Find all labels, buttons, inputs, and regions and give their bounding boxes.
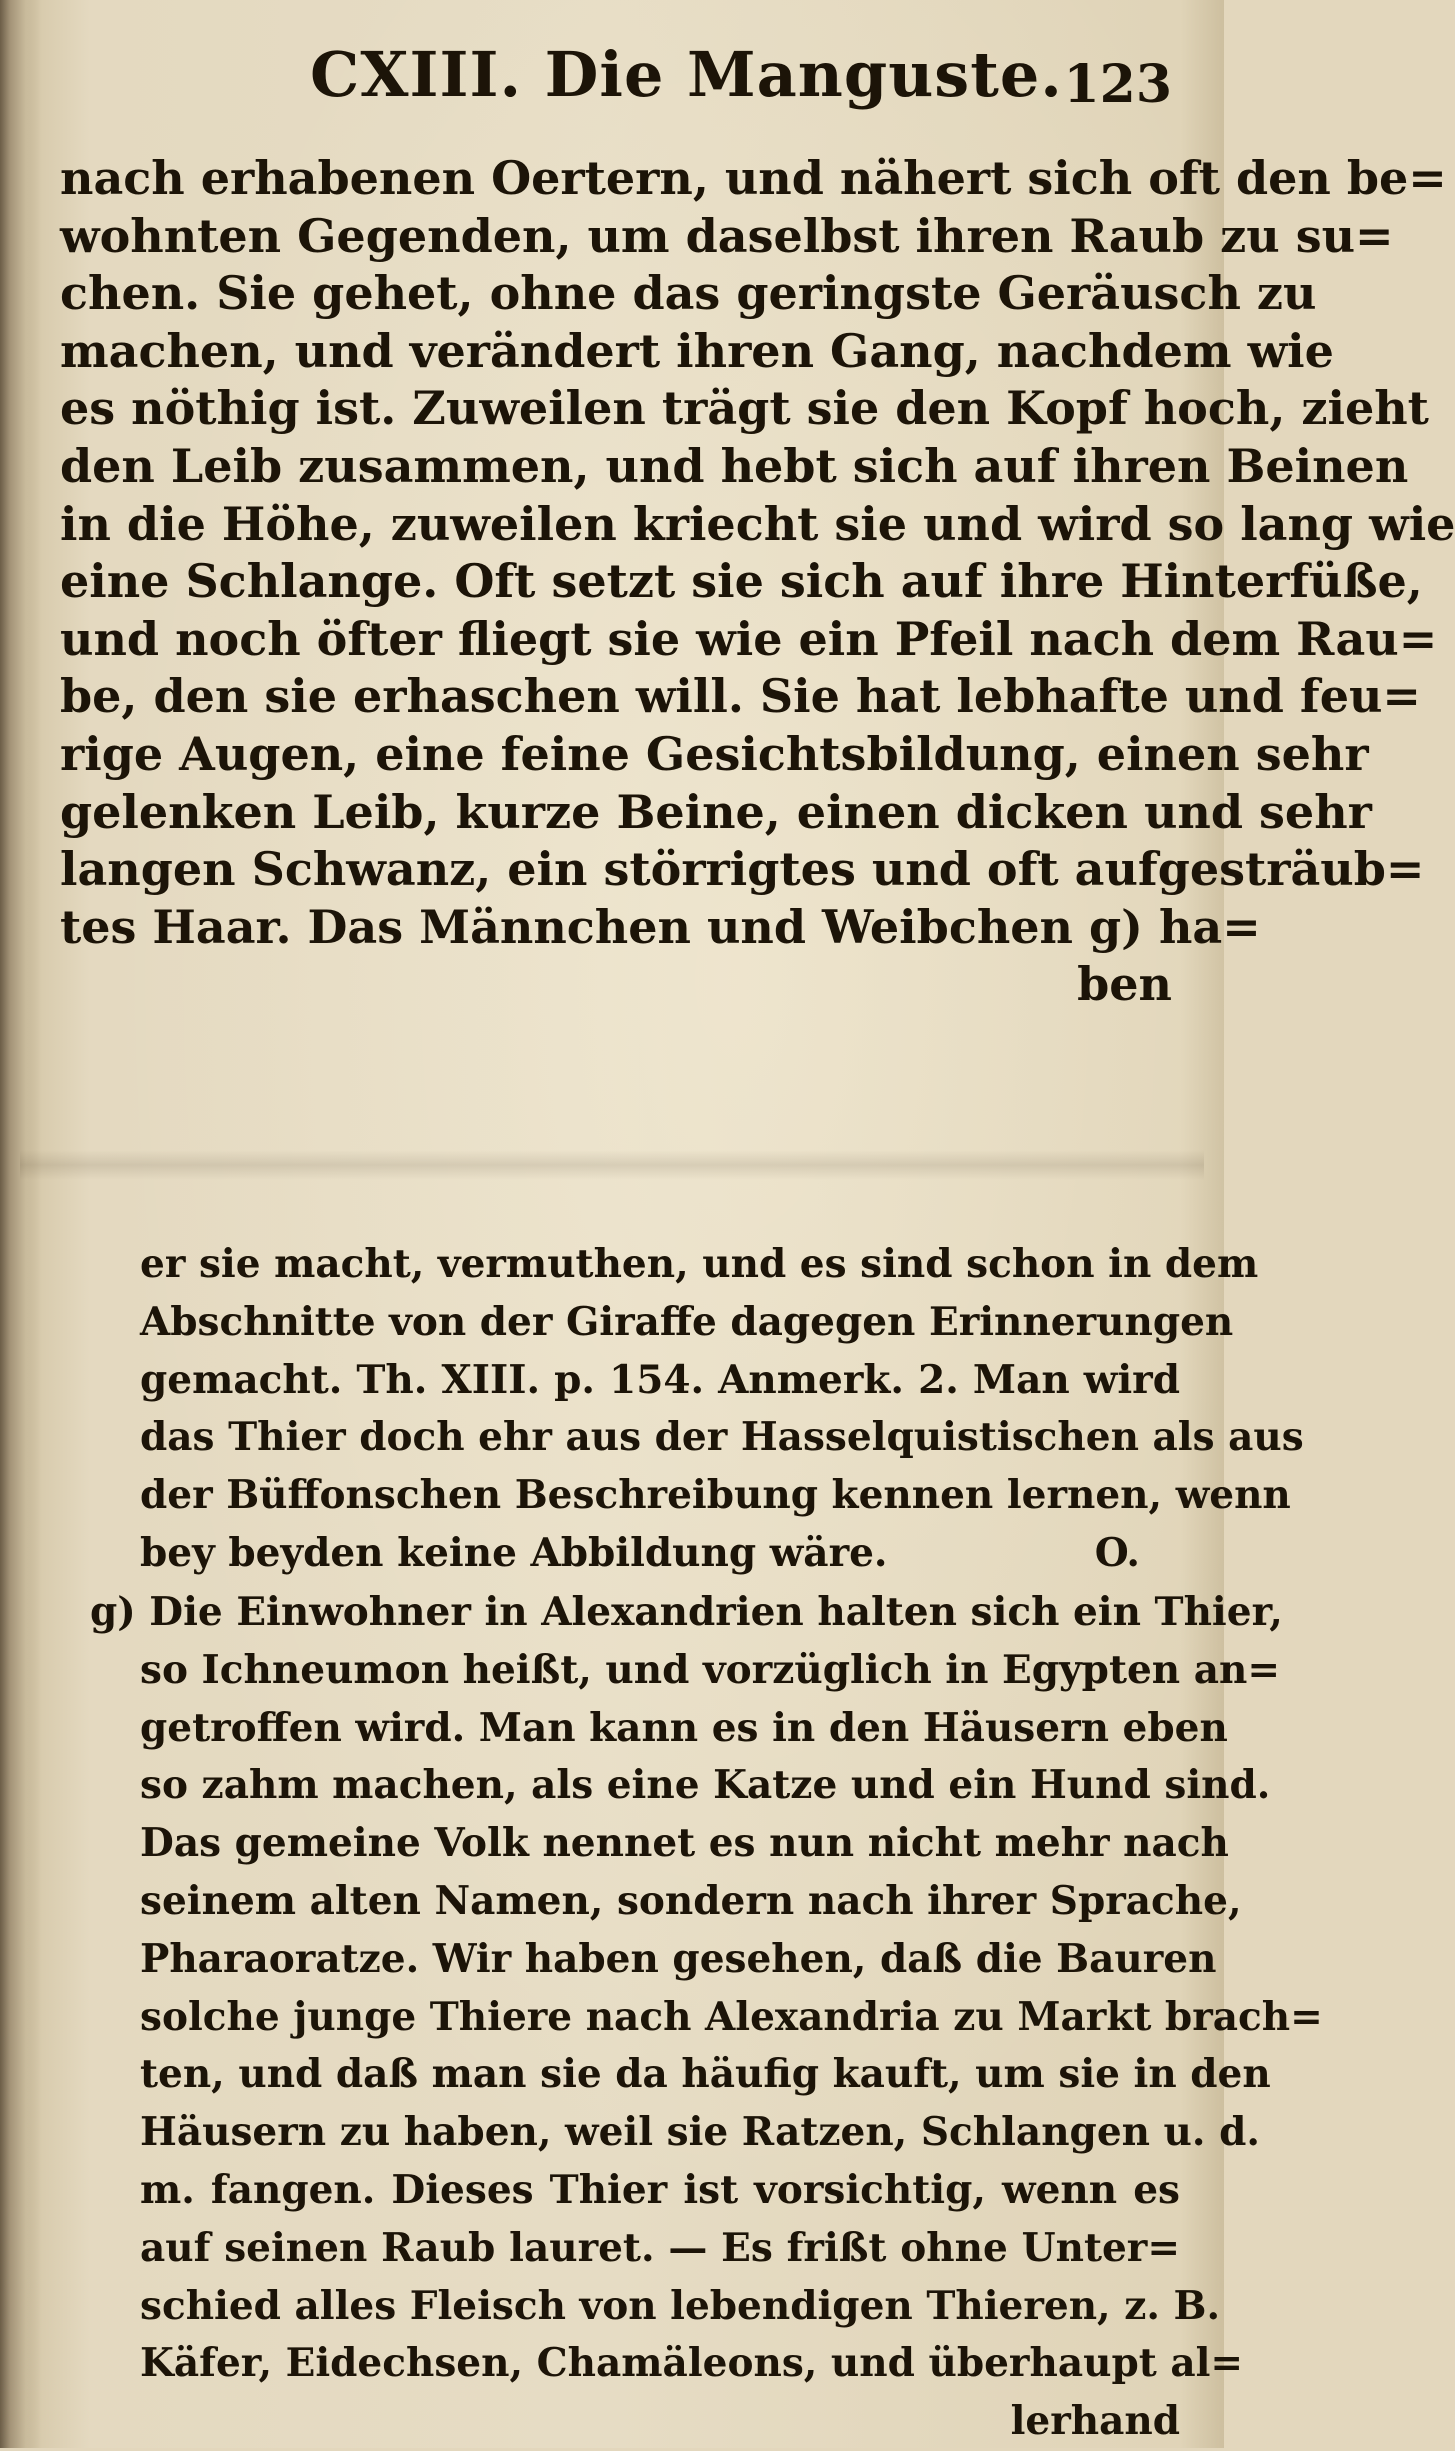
text-line: chen. Sie gehet, ohne das geringste Geräusch zu — [60, 266, 1317, 321]
text-line: es nöthig ist. Zuweilen trägt sie den Kopf hoch, zieht — [60, 381, 1429, 436]
footnote-line-text: bey beyden keine Abbildung wäre. — [140, 1529, 888, 1576]
footnote-g — [90, 1584, 1323, 2451]
running-head: CXIII. Die Manguste. — [310, 38, 1063, 111]
footnote-line: schied alles Fleisch von lebendigen Thieren, z. B. — [140, 2282, 1221, 2329]
footnote-line: gemacht. Th. XIII. p. 154. Anmerk. 2. Man wird — [140, 1356, 1180, 1403]
footnote-line: getroffen wird. Man kann es in den Häusern eben — [140, 1704, 1228, 1751]
footnote-line: m. fangen. Dieses Thier ist vorsichtig, wenn es — [140, 2166, 1180, 2213]
text-line: den Leib zusammen, und hebt sich auf ihren Beinen — [60, 438, 1409, 493]
text-line: be, den sie erhaschen will. Sie hat lebhafte und feu= — [60, 669, 1421, 724]
footnote-line: er sie macht, vermuthen, und es sind schon in dem — [140, 1241, 1259, 1287]
footnote-line: seinem alten Namen, sondern nach ihrer Sprache, — [140, 1877, 1242, 1924]
text-line: rige Augen, eine feine Gesichtsbildung, einen sehr — [60, 726, 1369, 781]
section-divider — [20, 1150, 1204, 1180]
text-line: gelenken Leib, kurze Beine, einen dicken und sehr — [60, 784, 1372, 839]
text-line: und noch öfter fliegt sie wie ein Pfeil nach dem Rau= — [60, 611, 1438, 666]
text-line: in die Höhe, zuweilen kriecht sie und wird so lang wie — [60, 496, 1455, 551]
footnote-line: Das gemeine Volk nennet es nun nicht mehr nach — [140, 1820, 1229, 1867]
page-gutter — [0, 0, 42, 2448]
footnote-signature: O. — [1094, 1529, 1140, 1576]
footnote-line: Abschnitte von der Giraffe dagegen Erinnerungen — [140, 1298, 1234, 1345]
footnote-line: Pharaoratze. Wir haben gesehen, daß die Bauren — [140, 1935, 1217, 1982]
footnote-line: das Thier doch ehr aus der Hasselquistischen als aus — [140, 1414, 1304, 1461]
footnote-last-line — [140, 1525, 1180, 1583]
text-line: langen Schwanz, ein störrigtes und oft aufgesträub= — [60, 842, 1425, 897]
footnote-line: ten, und daß man sie da häufig kauft, um sie in den — [140, 2051, 1271, 2098]
text-line: machen, und verändert ihren Gang, nachdem wie — [60, 323, 1334, 378]
page-number: 123 — [1063, 54, 1172, 115]
text-line: eine Schlange. Oft setzt sie sich auf ihre Hinterfüße, — [60, 554, 1423, 609]
footnote-line: Käfer, Eidechsen, Chamäleons, und überhaupt al= — [140, 2340, 1244, 2387]
footnote-line: so zahm machen, als eine Katze und ein Hund sind. — [140, 1762, 1271, 1809]
footnote-line: solche junge Thiere nach Alexandria zu Markt brach= — [140, 1993, 1323, 2040]
footnote-line: g) Die Einwohner in Alexandrien halten sich ein Thier, — [90, 1589, 1283, 1635]
catchword: ben — [1077, 957, 1172, 1012]
footnote-line: auf seinen Raub lauret. — Es frißt ohne Unter= — [140, 2224, 1180, 2271]
main-text — [60, 150, 1455, 1014]
footnote-line: der Büffonschen Beschreibung kennen lernen, wenn — [140, 1472, 1291, 1519]
footnote-line: Häusern zu haben, weil sie Ratzen, Schlangen u. d. — [140, 2109, 1260, 2156]
footnote-continued — [140, 1236, 1304, 1583]
footnote-line: so Ichneumon heißt, und vorzüglich in Egypten an= — [140, 1646, 1281, 1693]
text-line: tes Haar. Das Männchen und Weibchen g) ha= — [60, 899, 1261, 954]
page-header — [270, 30, 1184, 120]
text-line: nach erhabenen Oertern, und nähert sich oft den be= — [60, 151, 1447, 205]
catchword: lerhand — [1010, 2398, 1180, 2445]
text-line: wohnten Gegenden, um daselbst ihren Raub zu su= — [60, 208, 1394, 263]
